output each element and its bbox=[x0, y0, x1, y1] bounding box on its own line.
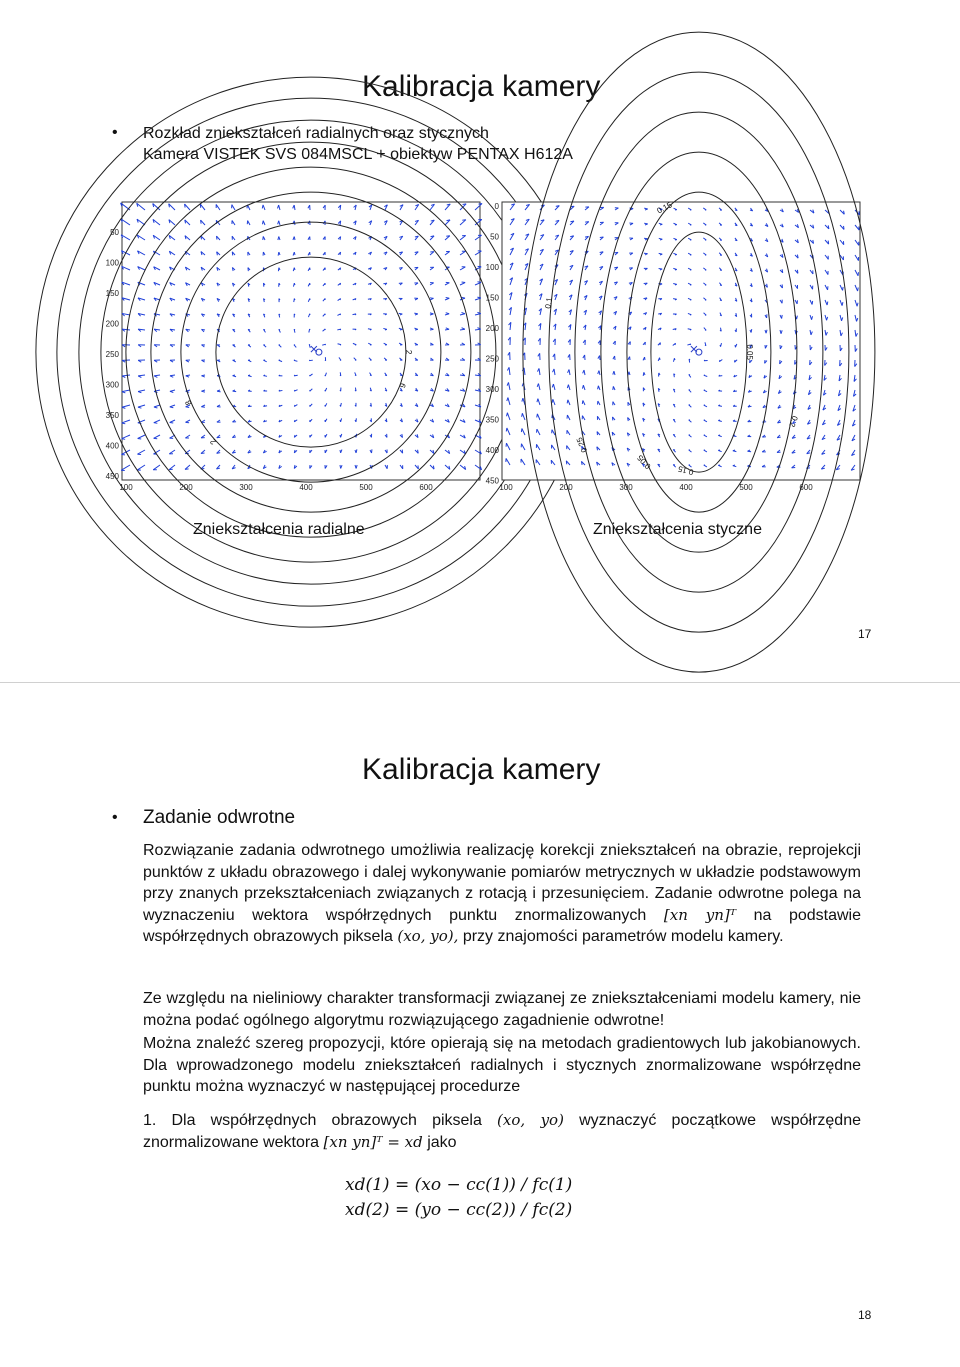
radial-distortion-plot bbox=[100, 200, 480, 492]
slide-title: Kalibracja kamery bbox=[362, 70, 601, 103]
x-tick-label: 300 bbox=[239, 483, 253, 492]
vector-arrow-head bbox=[674, 374, 675, 378]
vector-arrow-head bbox=[644, 238, 648, 239]
vector-arrow-head bbox=[782, 315, 783, 319]
vector-arrow-head bbox=[279, 390, 283, 391]
vector-arrow-head bbox=[828, 225, 829, 229]
vector-arrow-head bbox=[659, 268, 663, 269]
vector-arrow-head bbox=[643, 372, 644, 376]
contour-label: 0.05 bbox=[744, 344, 754, 360]
x-tick-label: 600 bbox=[419, 483, 433, 492]
vector-arrow-head bbox=[232, 437, 236, 438]
paragraph-2: Ze względu na nieliniowy charakter transformacji związanej ze zniekształceniami modelu kamery, nie można podać ogólnego algorytmu rozwiązującego zagadnienie odwrotne! bbox=[143, 990, 861, 1029]
contour-label: 0.15 bbox=[677, 464, 695, 477]
contour-label: 0.25 bbox=[574, 436, 590, 454]
x-tick-label: 400 bbox=[299, 483, 313, 492]
vector-arrow-head bbox=[585, 222, 589, 223]
vector-arrow-head bbox=[399, 313, 403, 314]
vector-arrow-head bbox=[415, 252, 419, 253]
y-tick-label: 250 bbox=[485, 354, 499, 364]
page-number: 18 bbox=[858, 1308, 872, 1322]
contour-label: 2 bbox=[403, 349, 413, 355]
vector-arrow-head bbox=[462, 282, 466, 283]
p4-text-a: 1. Dla współrzędnych obrazowych piksela bbox=[143, 1112, 482, 1129]
caption-radial: Zniekształcenia radialne bbox=[193, 521, 365, 538]
y-tick-label: 50 bbox=[110, 228, 119, 237]
y-tick-label: 0 bbox=[494, 202, 499, 211]
vector-arrow-head bbox=[813, 240, 814, 244]
vector-arrow-head bbox=[418, 450, 419, 454]
vector-arrow-head bbox=[355, 388, 356, 392]
vector-arrow-head bbox=[278, 268, 279, 272]
vector-arrow-head bbox=[264, 406, 268, 407]
vector-arrow-head bbox=[233, 391, 237, 392]
vector-arrow-head bbox=[567, 400, 568, 404]
p1-math-pixel: (xo, yo), bbox=[397, 927, 459, 945]
vector-arrow-head bbox=[201, 220, 202, 224]
vector-arrow-head bbox=[658, 388, 659, 392]
y-tick-label: 350 bbox=[485, 415, 499, 425]
x-tick-label: 400 bbox=[679, 483, 693, 492]
vector-arrow-head bbox=[447, 220, 451, 221]
contour-label: 2 bbox=[208, 436, 219, 447]
paragraph-4 bbox=[143, 1110, 861, 1153]
p1-math-vector: [xn yn]ᵀ bbox=[663, 905, 737, 924]
vector-arrow-head bbox=[777, 437, 781, 438]
vector-arrow-head bbox=[138, 439, 142, 440]
bullet-line-1: Rozkład zniekształceń radialnych oraz stycznych bbox=[143, 125, 489, 142]
y-tick-label: 400 bbox=[105, 441, 119, 451]
vector-arrow-head bbox=[751, 329, 752, 333]
paragraph-1 bbox=[143, 840, 861, 948]
y-tick-label: 50 bbox=[490, 232, 499, 242]
vector-arrow-head bbox=[844, 226, 845, 230]
bullet-dot: • bbox=[112, 124, 118, 141]
vector-arrow-head bbox=[433, 466, 434, 470]
vector-arrow-head bbox=[402, 434, 403, 438]
vector-arrow-head bbox=[537, 414, 538, 418]
vector-arrow-head bbox=[792, 452, 796, 453]
x-tick-label: 200 bbox=[559, 483, 573, 492]
vector-arrow-head bbox=[859, 211, 860, 215]
vector-arrow-head bbox=[386, 418, 387, 422]
vector-arrow-head bbox=[170, 423, 174, 424]
vector-arrow-head bbox=[644, 223, 648, 224]
vector-arrow-head bbox=[169, 204, 170, 208]
y-tick-label: 450 bbox=[485, 476, 499, 486]
y-tick-label: 200 bbox=[105, 319, 119, 329]
p4-math-pixel: (xo, yo) bbox=[497, 1111, 564, 1129]
vector-arrow-head bbox=[643, 403, 644, 407]
y-tick-label: 100 bbox=[485, 263, 499, 272]
x-tick-label: 100 bbox=[499, 483, 513, 492]
caption-tangential: Zniekształcenia styczne bbox=[593, 521, 762, 538]
vector-arrow-head bbox=[673, 299, 677, 300]
y-tick-label: 250 bbox=[105, 350, 119, 359]
vector-arrow-head bbox=[582, 400, 583, 404]
vector-arrow-head bbox=[446, 298, 450, 299]
vector-arrow-head bbox=[628, 418, 629, 422]
page-number: 17 bbox=[858, 627, 872, 641]
x-tick-label: 100 bbox=[119, 483, 133, 492]
contour-label: 0.1 bbox=[543, 296, 555, 310]
tangential-distortion-plot bbox=[480, 200, 860, 492]
y-tick-label: 350 bbox=[105, 411, 119, 420]
vector-arrow-head bbox=[613, 386, 614, 390]
slide-17 bbox=[0, 0, 960, 683]
equation-2: xd(2) = (yo − cc(2)) / fc(2) bbox=[345, 1200, 573, 1220]
vector-arrow-head bbox=[812, 301, 813, 305]
bullet-line-2: Kamera VISTEK SVS 084MSCL + obiektyw PENTAX H612A bbox=[143, 146, 573, 163]
y-tick-label: 300 bbox=[105, 380, 119, 390]
vector-arrow-head bbox=[556, 206, 560, 207]
vector-arrow-head bbox=[521, 428, 522, 432]
p4-text-c: jako bbox=[427, 1133, 457, 1151]
vector-arrow-head bbox=[797, 255, 798, 259]
contour-label: 0.05 bbox=[635, 453, 653, 471]
y-tick-label: 450 bbox=[105, 472, 119, 481]
vector-arrow-head bbox=[399, 267, 403, 268]
vector-arrow-head bbox=[431, 236, 435, 237]
y-tick-label: 200 bbox=[485, 324, 499, 333]
vector-arrow-head bbox=[782, 269, 783, 273]
x-tick-label: 300 bbox=[619, 483, 633, 492]
y-tick-label: 150 bbox=[105, 289, 119, 298]
paragraph-3: Można znaleźć szereg propozycji, które opierają się na metodach gradientowych lub jakobianowych. Dla wprowadzonego modelu zniekształceń radialnych i stycznych znormalizowane współrzędne punktu można wyznaczyć w następującej procedurze bbox=[143, 1035, 861, 1095]
vector-arrow-head bbox=[748, 406, 752, 407]
contour-label: 8 bbox=[183, 399, 194, 407]
vector-arrow-head bbox=[263, 376, 267, 377]
x-tick-label: 600 bbox=[799, 483, 813, 492]
vector-arrow-head bbox=[248, 421, 252, 422]
vector-arrow-head bbox=[294, 299, 295, 303]
y-tick-label: 100 bbox=[105, 258, 119, 268]
vector-arrow-head bbox=[462, 220, 466, 221]
vector-arrow-head bbox=[612, 432, 613, 436]
vector-arrow-head bbox=[827, 302, 828, 306]
x-tick-label: 500 bbox=[359, 483, 373, 492]
vector-arrow-head bbox=[733, 391, 737, 392]
p1-text-b: na podstawie współrzędnych obrazowych piksela bbox=[143, 906, 861, 945]
vector-arrow-head bbox=[719, 376, 723, 377]
vector-arrow-head bbox=[263, 221, 264, 225]
vector-arrow-head bbox=[597, 447, 598, 451]
y-tick-label: 150 bbox=[485, 293, 499, 303]
vector-arrow-head bbox=[122, 439, 126, 440]
vector-arrow-head bbox=[430, 298, 434, 299]
bullet-dot: • bbox=[112, 809, 118, 826]
vector-arrow-head bbox=[294, 375, 298, 376]
p4-math-vector: [xn yn]ᵀ = xd bbox=[323, 1132, 423, 1151]
p1-text-c: przy znajomości parametrów modelu kamery. bbox=[462, 928, 784, 945]
vector-arrow-head bbox=[506, 428, 507, 432]
y-tick-label: 300 bbox=[485, 385, 499, 394]
vector-arrow-head bbox=[371, 403, 372, 407]
contour-label: 6 bbox=[397, 381, 408, 390]
vector-arrow-head bbox=[581, 461, 582, 465]
p1-text-a: Rozwiązanie zadania odwrotnego umożliwia realizację korekcji zniekształceń na obrazie, reprojekcji punktów z układu obrazowego i dalej wykonywanie pomiarów metrycznych w układzie podstawowym przy znanych przekształceniach związanych z rotacją i przesunięciem. Zadanie odwrotne polega na wyznaczeniu wektora współrzędnych punktu znormalizowanych bbox=[143, 842, 861, 924]
contour-label: 0.2 bbox=[787, 414, 800, 429]
vector-arrow-head bbox=[217, 453, 221, 454]
x-tick-label: 500 bbox=[739, 483, 753, 492]
vector-arrow-head bbox=[858, 287, 859, 291]
equation-1: xd(1) = (xo − cc(1)) / fc(1) bbox=[345, 1175, 573, 1195]
slide-title: Kalibracja kamery bbox=[362, 753, 601, 786]
vector-arrow-head bbox=[368, 329, 372, 330]
x-tick-label: 200 bbox=[179, 483, 193, 492]
vector-arrow-head bbox=[463, 204, 467, 205]
vector-arrow-head bbox=[843, 287, 844, 291]
vector-arrow-head bbox=[201, 407, 205, 408]
y-tick-label: 400 bbox=[485, 446, 499, 455]
bullet-heading: Zadanie odwrotne bbox=[143, 807, 296, 828]
slide-18 bbox=[0, 683, 960, 1367]
vector-arrow-head bbox=[154, 423, 158, 424]
contour-label: 0.15 bbox=[655, 200, 674, 216]
p4-text-b: wyznaczyć początkowe współrzędne znormalizowane wektora bbox=[143, 1112, 862, 1151]
vector-arrow-head bbox=[185, 204, 186, 208]
vector-arrow-head bbox=[844, 211, 845, 215]
vector-arrow-head bbox=[340, 372, 341, 376]
vector-arrow-head bbox=[263, 236, 264, 240]
